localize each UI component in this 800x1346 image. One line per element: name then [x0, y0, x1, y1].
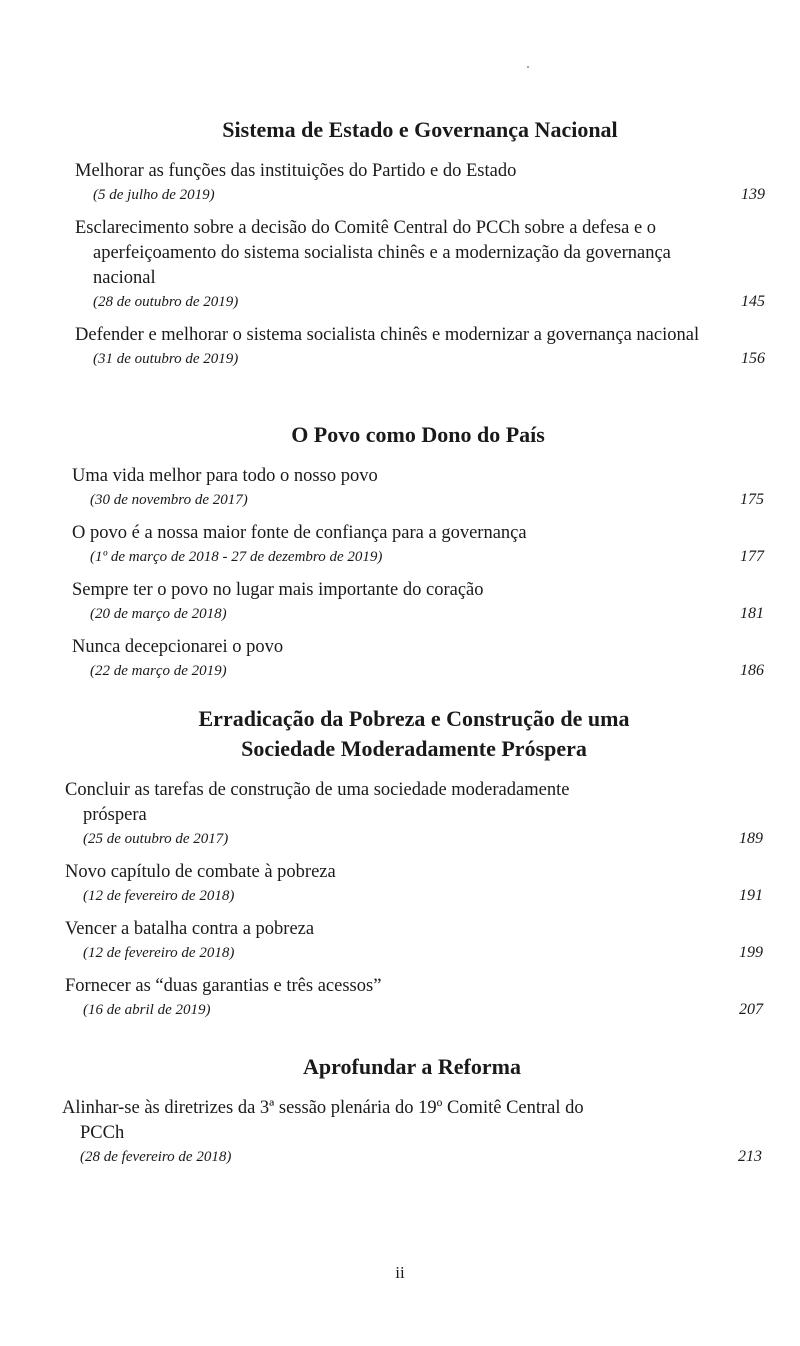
entry-title: Melhorar as funções das instituições do Partido e do Estado [75, 161, 517, 181]
entry-title: Defender e melhorar o sistema socialista chinês e modernizar a governança nacional [75, 325, 700, 345]
speck [527, 66, 529, 68]
entry-title: Novo capítulo de combate à pobreza [65, 862, 336, 882]
toc-entry [65, 917, 763, 964]
entry-title: O povo é a nossa maior fonte de confiança para a governança [72, 523, 527, 543]
entry-page-number: 207 [739, 1001, 763, 1018]
entry-page-number: 139 [741, 186, 765, 203]
entry-page-number: 156 [741, 350, 765, 367]
entry-page-number: 181 [740, 605, 764, 622]
entry-date: (22 de março de 2019) [90, 663, 227, 679]
page-number-footer: ii [395, 1263, 405, 1282]
section-title: O Povo como Dono do País [291, 422, 545, 447]
entry-date: (12 de fevereiro de 2018) [83, 888, 235, 904]
toc-section [65, 704, 763, 1031]
entry-title: Uma vida melhor para todo o nosso povo [72, 466, 378, 486]
entry-title: Concluir as tarefas de construção de uma sociedade moderadamente próspera [65, 780, 570, 825]
entry-page-number: 191 [739, 887, 763, 904]
entry-title: Alinhar-se às diretrizes da 3ª sessão plenária do 19º Comitê Central do PCCh [62, 1098, 584, 1143]
toc-entry [75, 159, 765, 206]
section-title-line: Erradicação da Pobreza e Construção de uma [198, 706, 630, 731]
entry-date: (5 de julho de 2019) [93, 187, 215, 203]
toc-entry [75, 323, 765, 370]
toc-section [62, 1052, 762, 1178]
entry-title: Nunca decepcionarei o povo [72, 637, 284, 657]
entry-date: (20 de março de 2018) [90, 606, 227, 622]
entry-page-number: 213 [738, 1148, 762, 1165]
entry-date: (30 de novembro de 2017) [90, 492, 248, 508]
entry-date: (28 de fevereiro de 2018) [80, 1149, 232, 1165]
entry-page-number: 175 [740, 491, 764, 508]
toc-entry [65, 778, 763, 850]
section-title: Sistema de Estado e Governança Nacional [222, 117, 618, 142]
toc-entry [75, 216, 765, 313]
entry-date: (28 de outubro de 2019) [93, 294, 239, 310]
entry-date: (25 de outubro de 2017) [83, 831, 229, 847]
entry-title: Fornecer as “duas garantias e três acessos” [65, 976, 382, 996]
toc-entry [72, 464, 764, 511]
section-title: Aprofundar a Reforma [303, 1054, 521, 1079]
entry-date: (16 de abril de 2019) [83, 1002, 211, 1018]
entry-title: Vencer a batalha contra a pobreza [65, 919, 315, 939]
section-title-line: Sociedade Moderadamente Próspera [241, 736, 587, 761]
toc-entry [65, 860, 763, 907]
entry-page-number: 189 [739, 830, 763, 847]
entry-title: Sempre ter o povo no lugar mais importante do coração [72, 580, 484, 600]
section-title [65, 704, 763, 764]
entry-page-number: 177 [740, 548, 764, 565]
entry-title: Esclarecimento sobre a decisão do Comitê Central do PCCh sobre a defesa e o aperfeiçoamento do sistema socialista chinês e a modernização da governança nacional [75, 218, 671, 288]
entry-date: (31 de outubro de 2019) [93, 351, 239, 367]
entry-page-number: 145 [741, 293, 765, 310]
toc-entry [72, 521, 764, 568]
toc-section [72, 420, 764, 692]
toc-entry [65, 974, 763, 1021]
entry-date: (1º de março de 2018 - 27 de dezembro de 2019) [90, 549, 383, 565]
toc-entry [72, 578, 764, 625]
entry-page-number: 186 [740, 662, 764, 679]
toc-section [75, 115, 765, 380]
entry-page-number: 199 [739, 944, 763, 961]
toc-entry [62, 1096, 762, 1168]
entry-date: (12 de fevereiro de 2018) [83, 945, 235, 961]
toc-entry [72, 635, 764, 682]
